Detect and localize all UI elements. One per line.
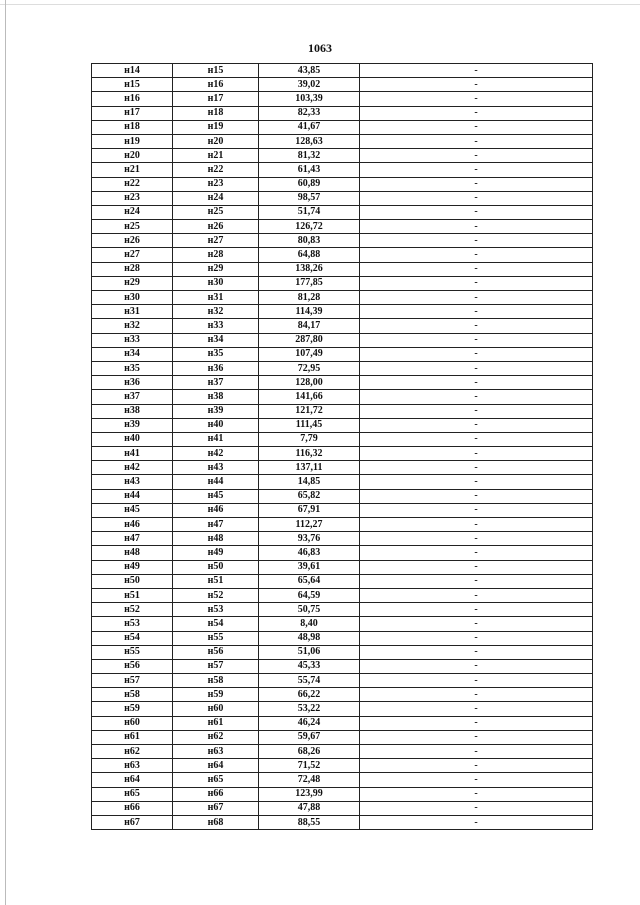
table-row xyxy=(92,461,593,475)
note-cell: - xyxy=(360,532,593,546)
from-point-cell: н35 xyxy=(92,361,173,375)
note-cell: - xyxy=(360,319,593,333)
distance-cell: 48,98 xyxy=(259,631,360,645)
table-row xyxy=(92,347,593,361)
to-point-cell: н24 xyxy=(173,191,259,205)
to-point-cell: н36 xyxy=(173,361,259,375)
to-point-cell: н35 xyxy=(173,347,259,361)
note-cell: - xyxy=(360,659,593,673)
distance-cell: 71,52 xyxy=(259,759,360,773)
from-point-cell: н25 xyxy=(92,220,173,234)
table-row xyxy=(92,404,593,418)
from-point-cell: н38 xyxy=(92,404,173,418)
table-row xyxy=(92,78,593,92)
to-point-cell: н19 xyxy=(173,120,259,134)
to-point-cell: н61 xyxy=(173,716,259,730)
note-cell: - xyxy=(360,503,593,517)
distance-cell: 138,26 xyxy=(259,262,360,276)
to-point-cell: н56 xyxy=(173,645,259,659)
table-row xyxy=(92,390,593,404)
to-point-cell: н59 xyxy=(173,688,259,702)
from-point-cell: н53 xyxy=(92,617,173,631)
note-cell: - xyxy=(360,220,593,234)
to-point-cell: н46 xyxy=(173,503,259,517)
distance-cell: 60,89 xyxy=(259,177,360,191)
from-point-cell: н42 xyxy=(92,461,173,475)
note-cell: - xyxy=(360,447,593,461)
note-cell: - xyxy=(360,404,593,418)
to-point-cell: н50 xyxy=(173,560,259,574)
table-row xyxy=(92,645,593,659)
from-point-cell: н45 xyxy=(92,503,173,517)
table-row xyxy=(92,475,593,489)
note-cell: - xyxy=(360,120,593,134)
note-cell: - xyxy=(360,106,593,120)
distance-cell: 72,48 xyxy=(259,773,360,787)
note-cell: - xyxy=(360,787,593,801)
to-point-cell: н43 xyxy=(173,461,259,475)
table-row xyxy=(92,659,593,673)
table-row xyxy=(92,191,593,205)
from-point-cell: н60 xyxy=(92,716,173,730)
distance-cell: 116,32 xyxy=(259,447,360,461)
table-row xyxy=(92,489,593,503)
to-point-cell: н27 xyxy=(173,234,259,248)
note-cell: - xyxy=(360,361,593,375)
from-point-cell: н14 xyxy=(92,64,173,78)
note-cell: - xyxy=(360,631,593,645)
note-cell: - xyxy=(360,149,593,163)
from-point-cell: н30 xyxy=(92,291,173,305)
to-point-cell: н15 xyxy=(173,64,259,78)
table-row xyxy=(92,333,593,347)
to-point-cell: н57 xyxy=(173,659,259,673)
to-point-cell: н38 xyxy=(173,390,259,404)
table-row xyxy=(92,447,593,461)
from-point-cell: н32 xyxy=(92,319,173,333)
note-cell: - xyxy=(360,773,593,787)
distance-cell: 66,22 xyxy=(259,688,360,702)
distance-cell: 121,72 xyxy=(259,404,360,418)
note-cell: - xyxy=(360,418,593,432)
table-row xyxy=(92,801,593,815)
table-row xyxy=(92,617,593,631)
distance-cell: 177,85 xyxy=(259,276,360,290)
to-point-cell: н53 xyxy=(173,603,259,617)
note-cell: - xyxy=(360,134,593,148)
table-row xyxy=(92,730,593,744)
table-body xyxy=(92,64,593,830)
from-point-cell: н20 xyxy=(92,149,173,163)
to-point-cell: н40 xyxy=(173,418,259,432)
from-point-cell: н57 xyxy=(92,674,173,688)
distance-cell: 51,06 xyxy=(259,645,360,659)
from-point-cell: н28 xyxy=(92,262,173,276)
to-point-cell: н67 xyxy=(173,801,259,815)
distance-cell: 61,43 xyxy=(259,163,360,177)
from-point-cell: н39 xyxy=(92,418,173,432)
scan-left-edge xyxy=(5,0,6,905)
from-point-cell: н55 xyxy=(92,645,173,659)
note-cell: - xyxy=(360,702,593,716)
note-cell: - xyxy=(360,759,593,773)
from-point-cell: н43 xyxy=(92,475,173,489)
to-point-cell: н29 xyxy=(173,262,259,276)
distance-cell: 98,57 xyxy=(259,191,360,205)
to-point-cell: н49 xyxy=(173,546,259,560)
note-cell: - xyxy=(360,574,593,588)
distance-cell: 68,26 xyxy=(259,745,360,759)
from-point-cell: н31 xyxy=(92,305,173,319)
from-point-cell: н47 xyxy=(92,532,173,546)
distance-cell: 14,85 xyxy=(259,475,360,489)
distance-cell: 55,74 xyxy=(259,674,360,688)
from-point-cell: н50 xyxy=(92,574,173,588)
table-row xyxy=(92,177,593,191)
to-point-cell: н23 xyxy=(173,177,259,191)
distance-cell: 46,24 xyxy=(259,716,360,730)
distance-cell: 53,22 xyxy=(259,702,360,716)
from-point-cell: н66 xyxy=(92,801,173,815)
table-row xyxy=(92,688,593,702)
to-point-cell: н16 xyxy=(173,78,259,92)
table-row xyxy=(92,815,593,829)
from-point-cell: н62 xyxy=(92,745,173,759)
to-point-cell: н26 xyxy=(173,220,259,234)
table-row xyxy=(92,149,593,163)
distance-cell: 41,67 xyxy=(259,120,360,134)
table-row xyxy=(92,773,593,787)
table-row xyxy=(92,291,593,305)
to-point-cell: н34 xyxy=(173,333,259,347)
note-cell: - xyxy=(360,801,593,815)
distance-cell: 103,39 xyxy=(259,92,360,106)
table-row xyxy=(92,305,593,319)
to-point-cell: н20 xyxy=(173,134,259,148)
note-cell: - xyxy=(360,276,593,290)
table-row xyxy=(92,574,593,588)
distance-cell: 46,83 xyxy=(259,546,360,560)
note-cell: - xyxy=(360,248,593,262)
distance-cell: 84,17 xyxy=(259,319,360,333)
note-cell: - xyxy=(360,546,593,560)
to-point-cell: н54 xyxy=(173,617,259,631)
distance-cell: 47,88 xyxy=(259,801,360,815)
distance-cell: 64,88 xyxy=(259,248,360,262)
distance-cell: 39,02 xyxy=(259,78,360,92)
distance-cell: 59,67 xyxy=(259,730,360,744)
table-row xyxy=(92,759,593,773)
table-row xyxy=(92,376,593,390)
note-cell: - xyxy=(360,262,593,276)
table-row xyxy=(92,787,593,801)
distance-cell: 80,83 xyxy=(259,234,360,248)
table-row xyxy=(92,745,593,759)
to-point-cell: н28 xyxy=(173,248,259,262)
distance-cell: 128,00 xyxy=(259,376,360,390)
to-point-cell: н44 xyxy=(173,475,259,489)
from-point-cell: н65 xyxy=(92,787,173,801)
to-point-cell: н17 xyxy=(173,92,259,106)
distance-cell: 82,33 xyxy=(259,106,360,120)
table-row xyxy=(92,546,593,560)
note-cell: - xyxy=(360,234,593,248)
from-point-cell: н44 xyxy=(92,489,173,503)
table-row xyxy=(92,418,593,432)
to-point-cell: н51 xyxy=(173,574,259,588)
from-point-cell: н23 xyxy=(92,191,173,205)
from-point-cell: н49 xyxy=(92,560,173,574)
from-point-cell: н17 xyxy=(92,106,173,120)
from-point-cell: н40 xyxy=(92,432,173,446)
from-point-cell: н21 xyxy=(92,163,173,177)
to-point-cell: н41 xyxy=(173,432,259,446)
table-row xyxy=(92,503,593,517)
to-point-cell: н31 xyxy=(173,291,259,305)
to-point-cell: н33 xyxy=(173,319,259,333)
from-point-cell: н37 xyxy=(92,390,173,404)
table-row xyxy=(92,92,593,106)
from-point-cell: н64 xyxy=(92,773,173,787)
distance-cell: 50,75 xyxy=(259,603,360,617)
from-point-cell: н51 xyxy=(92,588,173,602)
table-row xyxy=(92,432,593,446)
distance-cell: 72,95 xyxy=(259,361,360,375)
from-point-cell: н15 xyxy=(92,78,173,92)
from-point-cell: н27 xyxy=(92,248,173,262)
table-row xyxy=(92,234,593,248)
from-point-cell: н22 xyxy=(92,177,173,191)
from-point-cell: н33 xyxy=(92,333,173,347)
to-point-cell: н21 xyxy=(173,149,259,163)
note-cell: - xyxy=(360,518,593,532)
note-cell: - xyxy=(360,745,593,759)
to-point-cell: н32 xyxy=(173,305,259,319)
table-row xyxy=(92,205,593,219)
distance-cell: 8,40 xyxy=(259,617,360,631)
to-point-cell: н39 xyxy=(173,404,259,418)
to-point-cell: н62 xyxy=(173,730,259,744)
distance-cell: 51,74 xyxy=(259,205,360,219)
to-point-cell: н42 xyxy=(173,447,259,461)
to-point-cell: н18 xyxy=(173,106,259,120)
distance-cell: 39,61 xyxy=(259,560,360,574)
note-cell: - xyxy=(360,688,593,702)
distance-cell: 114,39 xyxy=(259,305,360,319)
from-point-cell: н61 xyxy=(92,730,173,744)
from-point-cell: н34 xyxy=(92,347,173,361)
from-point-cell: н18 xyxy=(92,120,173,134)
note-cell: - xyxy=(360,716,593,730)
table-row xyxy=(92,560,593,574)
table-row xyxy=(92,262,593,276)
table-row xyxy=(92,532,593,546)
to-point-cell: н45 xyxy=(173,489,259,503)
distance-cell: 126,72 xyxy=(259,220,360,234)
distance-cell: 7,79 xyxy=(259,432,360,446)
note-cell: - xyxy=(360,815,593,829)
from-point-cell: н59 xyxy=(92,702,173,716)
note-cell: - xyxy=(360,390,593,404)
from-point-cell: н63 xyxy=(92,759,173,773)
table-row xyxy=(92,106,593,120)
from-point-cell: н41 xyxy=(92,447,173,461)
distance-cell: 111,45 xyxy=(259,418,360,432)
table-row xyxy=(92,220,593,234)
distance-cell: 93,76 xyxy=(259,532,360,546)
from-point-cell: н24 xyxy=(92,205,173,219)
table-row xyxy=(92,64,593,78)
from-point-cell: н46 xyxy=(92,518,173,532)
note-cell: - xyxy=(360,177,593,191)
table-row xyxy=(92,588,593,602)
note-cell: - xyxy=(360,461,593,475)
distance-cell: 45,33 xyxy=(259,659,360,673)
to-point-cell: н55 xyxy=(173,631,259,645)
distance-cell: 137,11 xyxy=(259,461,360,475)
distance-cell: 67,91 xyxy=(259,503,360,517)
table-row xyxy=(92,319,593,333)
note-cell: - xyxy=(360,291,593,305)
page-number: 1063 xyxy=(308,41,332,55)
note-cell: - xyxy=(360,617,593,631)
to-point-cell: н22 xyxy=(173,163,259,177)
note-cell: - xyxy=(360,603,593,617)
from-point-cell: н29 xyxy=(92,276,173,290)
to-point-cell: н64 xyxy=(173,759,259,773)
table-row xyxy=(92,248,593,262)
from-point-cell: н48 xyxy=(92,546,173,560)
from-point-cell: н36 xyxy=(92,376,173,390)
note-cell: - xyxy=(360,64,593,78)
note-cell: - xyxy=(360,645,593,659)
distance-cell: 128,63 xyxy=(259,134,360,148)
to-point-cell: н66 xyxy=(173,787,259,801)
note-cell: - xyxy=(360,560,593,574)
note-cell: - xyxy=(360,191,593,205)
note-cell: - xyxy=(360,305,593,319)
distance-cell: 112,27 xyxy=(259,518,360,532)
note-cell: - xyxy=(360,432,593,446)
to-point-cell: н65 xyxy=(173,773,259,787)
table-row xyxy=(92,603,593,617)
note-cell: - xyxy=(360,347,593,361)
distance-cell: 64,59 xyxy=(259,588,360,602)
from-point-cell: н58 xyxy=(92,688,173,702)
coordinates-table xyxy=(91,63,593,830)
to-point-cell: н48 xyxy=(173,532,259,546)
distance-cell: 123,99 xyxy=(259,787,360,801)
table-row xyxy=(92,134,593,148)
note-cell: - xyxy=(360,730,593,744)
note-cell: - xyxy=(360,376,593,390)
distance-cell: 81,28 xyxy=(259,291,360,305)
note-cell: - xyxy=(360,163,593,177)
note-cell: - xyxy=(360,205,593,219)
distance-cell: 88,55 xyxy=(259,815,360,829)
from-point-cell: н26 xyxy=(92,234,173,248)
distance-cell: 141,66 xyxy=(259,390,360,404)
table-row xyxy=(92,276,593,290)
note-cell: - xyxy=(360,489,593,503)
note-cell: - xyxy=(360,333,593,347)
note-cell: - xyxy=(360,78,593,92)
note-cell: - xyxy=(360,475,593,489)
to-point-cell: н25 xyxy=(173,205,259,219)
to-point-cell: н63 xyxy=(173,745,259,759)
from-point-cell: н19 xyxy=(92,134,173,148)
distance-cell: 65,82 xyxy=(259,489,360,503)
table-row xyxy=(92,518,593,532)
from-point-cell: н54 xyxy=(92,631,173,645)
note-cell: - xyxy=(360,92,593,106)
scan-top-edge xyxy=(0,4,640,5)
from-point-cell: н16 xyxy=(92,92,173,106)
to-point-cell: н52 xyxy=(173,588,259,602)
from-point-cell: н67 xyxy=(92,815,173,829)
table-row xyxy=(92,163,593,177)
table-row xyxy=(92,702,593,716)
to-point-cell: н30 xyxy=(173,276,259,290)
distance-cell: 65,64 xyxy=(259,574,360,588)
to-point-cell: н47 xyxy=(173,518,259,532)
to-point-cell: н58 xyxy=(173,674,259,688)
to-point-cell: н68 xyxy=(173,815,259,829)
table-row xyxy=(92,120,593,134)
to-point-cell: н37 xyxy=(173,376,259,390)
note-cell: - xyxy=(360,674,593,688)
note-cell: - xyxy=(360,588,593,602)
table-row xyxy=(92,361,593,375)
table-row xyxy=(92,716,593,730)
from-point-cell: н56 xyxy=(92,659,173,673)
table-row xyxy=(92,674,593,688)
distance-cell: 107,49 xyxy=(259,347,360,361)
from-point-cell: н52 xyxy=(92,603,173,617)
distance-cell: 43,85 xyxy=(259,64,360,78)
table-row xyxy=(92,631,593,645)
distance-cell: 81,32 xyxy=(259,149,360,163)
to-point-cell: н60 xyxy=(173,702,259,716)
distance-cell: 287,80 xyxy=(259,333,360,347)
